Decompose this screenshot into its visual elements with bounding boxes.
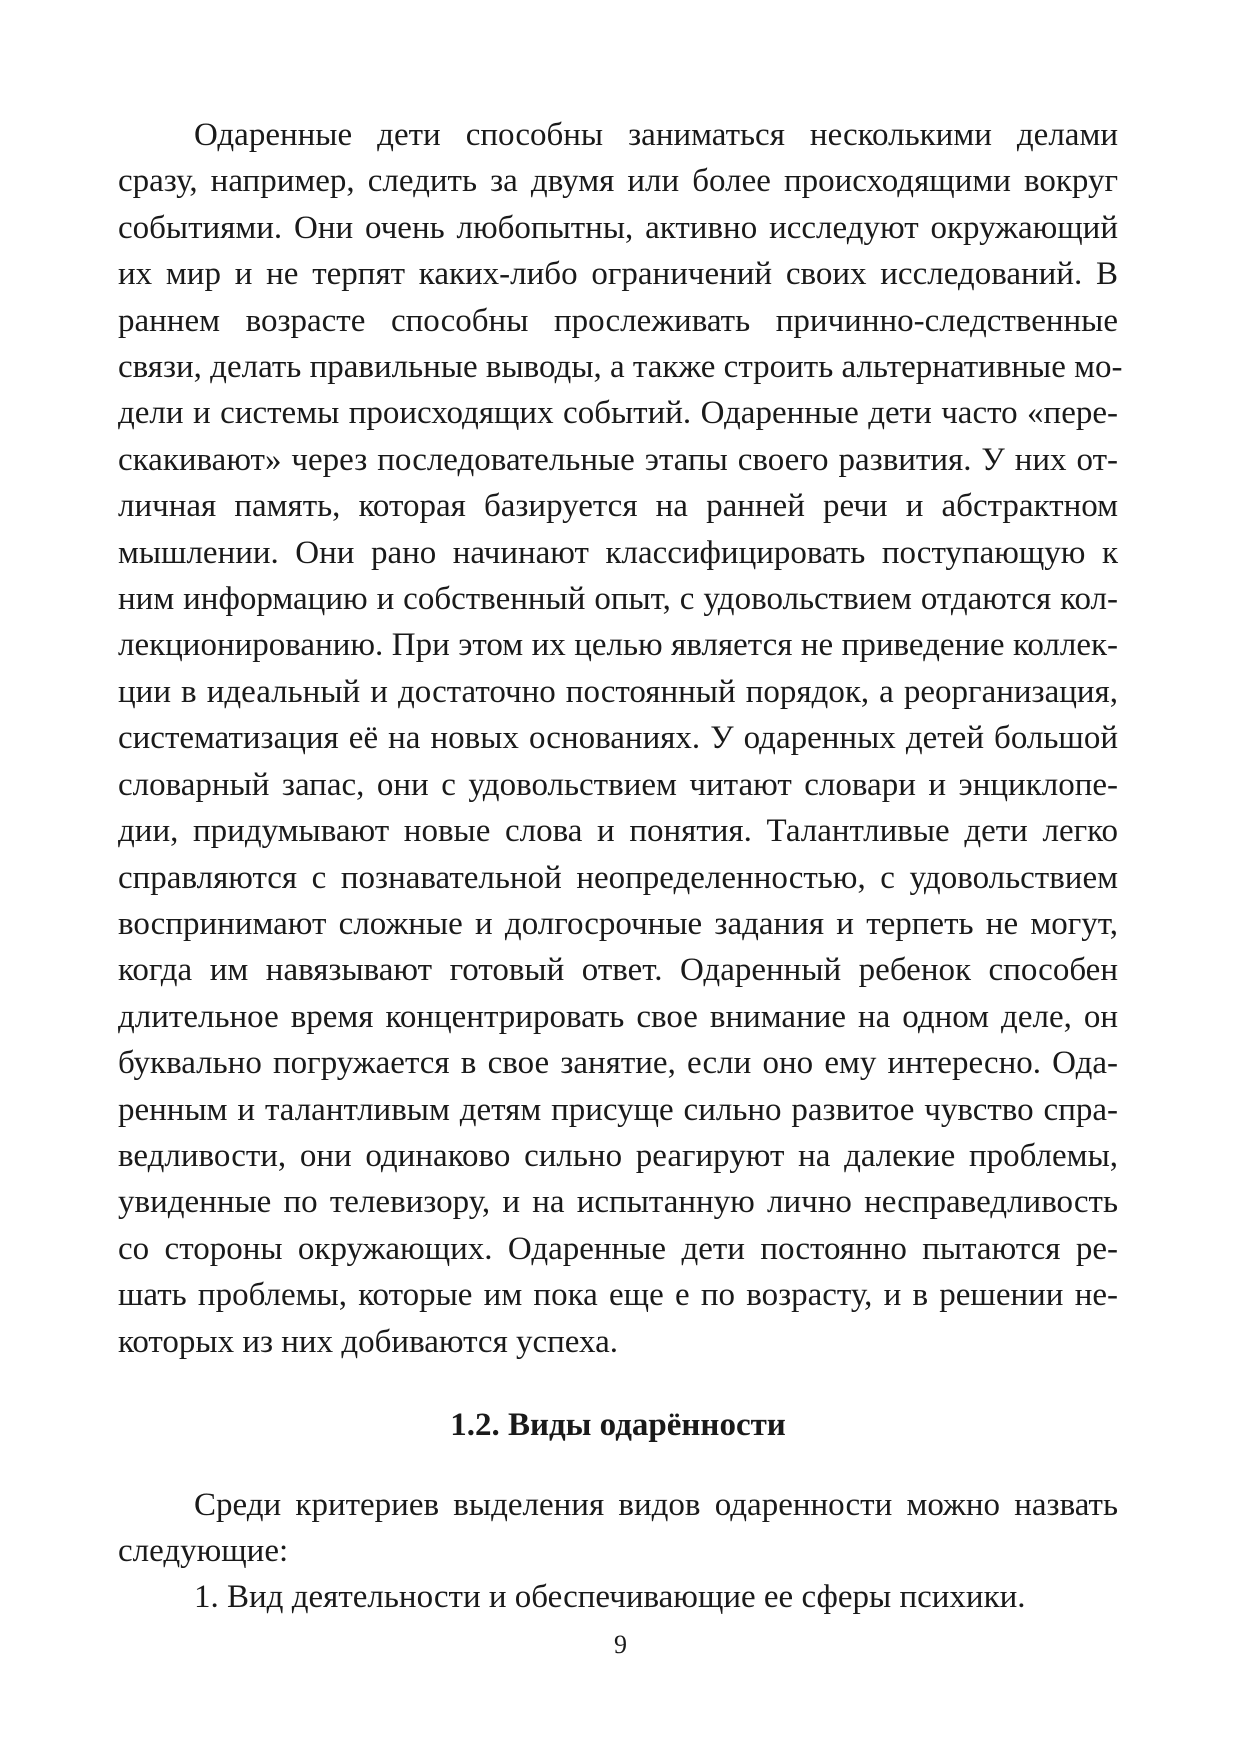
text-line: скакивают» через последовательные этапы своего развития. У них от- bbox=[118, 441, 1118, 478]
text-line: увиденные по телевизору, и на испытанную лично несправедливость bbox=[118, 1184, 1118, 1221]
text-line: ведливости, они одинаково сильно реагируют на далекие проблемы, bbox=[118, 1137, 1118, 1174]
text-line: следующие: bbox=[118, 1533, 289, 1570]
text-line: ренным и талантливым детям присуще сильно развитое чувство спра- bbox=[118, 1091, 1118, 1128]
text-line: раннем возрасте способны прослеживать причинно-следственные bbox=[118, 302, 1118, 339]
paragraph-criteria-intro bbox=[118, 1482, 1118, 1575]
text-line: которых из них добиваются успеха. bbox=[118, 1323, 618, 1360]
text-line: со стороны окружающих. Одаренные дети постоянно пытаются ре- bbox=[118, 1230, 1118, 1267]
text-line: когда им навязывают готовый ответ. Одаренный ребенок способен bbox=[118, 952, 1118, 989]
text-line: систематизация её на новых основаниях. У одаренных детей большой bbox=[118, 720, 1118, 757]
text-line: Среди критериев выделения видов одаренности можно назвать bbox=[194, 1487, 1118, 1523]
text-line: Одаренные дети способны заниматься несколькими делами bbox=[194, 117, 1118, 153]
text-line: шать проблемы, которые им пока еще е по возрасту, и в решении не- bbox=[118, 1277, 1118, 1314]
text-line: ним информацию и собственный опыт, с удовольствием отдаются кол- bbox=[118, 581, 1118, 618]
section-heading: 1.2. Виды одарённости bbox=[450, 1407, 786, 1443]
text-line: их мир и не терпят каких-либо ограничений своих исследований. В bbox=[118, 256, 1118, 293]
text-line: личная память, которая базируется на ранней речи и абстрактном bbox=[118, 488, 1118, 525]
text-line: ции в идеальный и достаточно постоянный порядок, а реорганизация, bbox=[118, 673, 1118, 710]
text-line: буквально погружается в свое занятие, если оно ему интересно. Ода- bbox=[118, 1045, 1118, 1082]
text-line: лекционированию. При этом их целью является не приведение коллек- bbox=[118, 627, 1118, 664]
paragraph-giftedness-description bbox=[118, 112, 1123, 1365]
text-line: дии, придумывают новые слова и понятия. Талантливые дети легко bbox=[118, 813, 1118, 850]
list-item-criterion-1: 1. Вид деятельности и обеспечивающие ее сферы психики. bbox=[194, 1579, 1026, 1615]
text-line: длительное время концентрировать свое внимание на одном деле, он bbox=[118, 998, 1118, 1035]
text-line: событиями. Они очень любопытны, активно исследуют окружающий bbox=[118, 209, 1118, 246]
text-line: воспринимают сложные и долгосрочные задания и терпеть не могут, bbox=[118, 905, 1118, 942]
text-line: сразу, например, следить за двумя или более происходящими вокруг bbox=[118, 163, 1118, 200]
text-line: справляются с познавательной неопределенностью, с удовольствием bbox=[118, 859, 1118, 896]
page-number: 9 bbox=[614, 1630, 627, 1659]
text-line: словарный запас, они с удовольствием читают словари и энциклопе- bbox=[118, 766, 1118, 803]
text-line: мышлении. Они рано начинают классифицировать поступающую к bbox=[118, 534, 1118, 571]
text-line: связи, делать правильные выводы, а также строить альтернативные мо- bbox=[118, 349, 1123, 386]
text-line: дели и системы происходящих событий. Одаренные дети часто «пере- bbox=[118, 395, 1118, 432]
